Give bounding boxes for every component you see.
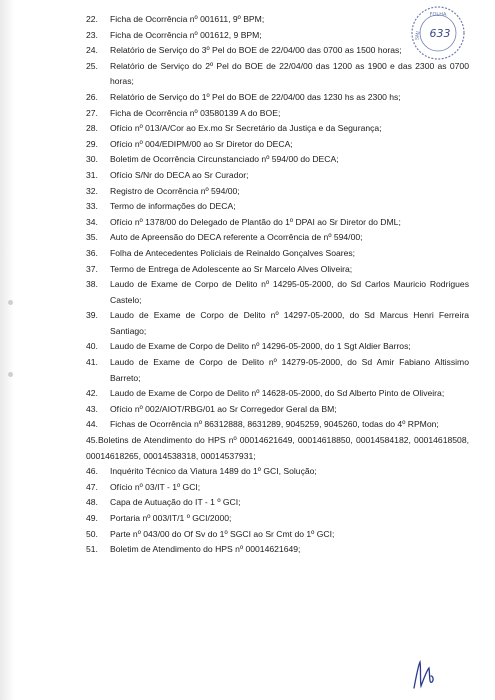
item-number: 47.: [86, 481, 98, 492]
list-item: [86, 199, 469, 215]
list-item: [86, 386, 469, 402]
list-item: [86, 230, 469, 246]
list-item: [86, 262, 469, 278]
item-number: 24.: [86, 45, 98, 56]
item-text: Ficha de Ocorrência nº 001611, 9º BPM;: [110, 14, 265, 24]
item-number: 30.: [86, 154, 98, 165]
item-text: Relatório de Serviço do 3º Pel do BOE de 22/04/00 das 0700 as 1500 horas;: [110, 45, 402, 56]
list-item: [86, 28, 469, 44]
item-number: 46.: [86, 466, 98, 477]
item-number: 42.: [86, 388, 98, 399]
item-text: Ofício nº 004/EDIPM/00 ao Sr Diretor do DECA;: [110, 138, 293, 149]
list-item: [86, 527, 469, 543]
item-text: Relatório de Serviço do 1º Pel do BOE de 22/04/00 das 1230 hs as 2300 hs;: [110, 91, 401, 102]
list-item: [86, 59, 469, 90]
list-item: [86, 184, 469, 200]
item-number: 22.: [86, 14, 98, 24]
item-text: Termo de Entrega de Adolescente ao Sr Marcelo Alves Oliveira;: [110, 263, 353, 274]
item-text: Folha de Antecedentes Policiais de Reinaldo Gonçalves Soares;: [110, 247, 356, 258]
item-number: 44.: [86, 419, 98, 430]
item-number: 50.: [86, 528, 98, 539]
item-text: Inquérito Técnico da Viatura 1489 do 1º GCI, Solução;: [110, 466, 317, 477]
item-number: 25.: [86, 60, 98, 71]
item-text: Fichas de Ocorrência nº 86312888, 8631289, 9045259, 9045260, todas do 4º RPMon;: [110, 419, 439, 430]
list-item: [86, 137, 469, 153]
list-item: [86, 402, 469, 418]
item-text: Ficha de Ocorrência nº 03580139 A do BOE;: [110, 107, 281, 118]
item-text: Laudo de Exame de Corpo de Delito nº 14279-05-2000, do Sd Amir Fabiano Altissimo Barreto;: [110, 357, 469, 383]
item-number: 40.: [86, 341, 98, 352]
item-text: Laudo de Exame de Corpo de Delito nº 14295-05-2000, do Sd Carlos Mauricio Rodrigues Castelo;: [110, 279, 469, 305]
item-number: 37.: [86, 263, 98, 274]
item-number: 36.: [86, 247, 98, 258]
punch-hole: [8, 300, 13, 305]
item-text: Registro de Ocorrência nº 594/00;: [110, 185, 240, 196]
item-text: Portaria nº 003/IT/1 º GCI/2000;: [110, 513, 232, 523]
handwritten-rubric: [411, 658, 437, 692]
list-item: [86, 277, 469, 308]
item-text: Termo de informações do DECA;: [110, 201, 236, 212]
stamp-top-text: FOLHA: [429, 12, 447, 18]
list-item: [86, 542, 469, 558]
item-text: Laudo de Exame de Corpo de Delito nº 14297-05-2000, do Sd Marcus Henri Ferreira Santiago;: [110, 310, 469, 336]
item-number: 32.: [86, 185, 98, 196]
list-item: [86, 106, 469, 122]
item-number: 26.: [86, 91, 98, 102]
item-number: 43.: [86, 403, 98, 414]
item-text: Capa de Autuação do IT - 1 º GCI;: [110, 497, 241, 508]
item-number: 38.: [86, 279, 98, 290]
item-text: Boletins de Atendimento do HPS nº 00014621649, 00014618850, 00014584182, 00014618508, 00014618265, 00014538318, 00014537931;: [86, 435, 469, 461]
item-number: 41.: [86, 357, 98, 368]
item-text: Laudo de Exame de Corpo de Delito nº 14296-05-2000, do 1 Sgt Aldier Barros;: [110, 341, 411, 352]
item-text: Parte nº 043/00 do Of Sv do 1º SGCI ao Sr Cmt do 1º GCI;: [110, 528, 335, 539]
list-item: [86, 43, 469, 59]
item-number: 31.: [86, 169, 98, 180]
document-list: [86, 12, 469, 558]
item-number: 49.: [86, 513, 98, 523]
list-item: [86, 433, 469, 464]
item-number: 35.: [86, 232, 98, 243]
list-item: [86, 339, 469, 355]
list-item: [86, 168, 469, 184]
item-number: 34.: [86, 216, 98, 227]
item-number: 45.: [86, 435, 98, 446]
item-text: Relatório de Serviço do 2º Pel do BOE de 22/04/00 das 1200 as 1900 e das 2300 as 0700 horas;: [110, 60, 469, 87]
list-item: [86, 152, 469, 168]
item-text: Ofício S/Nr do DECA ao Sr Curador;: [110, 169, 249, 180]
stamp-number: 633: [429, 27, 451, 40]
item-text: Ofício nº 002/AIOT/RBG/01 ao Sr Corregedor Geral da BM;: [110, 403, 337, 414]
list-item: [86, 121, 469, 137]
item-number: 29.: [86, 138, 98, 149]
list-item: [86, 511, 469, 527]
item-text: Ofício nº 1378/00 do Delegado de Plantão do 1º DPAI ao Sr Diretor do DML;: [110, 216, 401, 227]
list-item: [86, 464, 469, 480]
page-edge-shadow: [0, 0, 14, 700]
item-number: 48.: [86, 497, 98, 508]
list-item: [86, 90, 469, 106]
list-item: [86, 417, 469, 433]
stamp-side-text: SMJ: [414, 30, 422, 41]
item-text: Ofício nº 013/A/Cor ao Ex.mo Sr Secretário da Justiça e da Segurança;: [110, 123, 382, 134]
list-item: [86, 12, 469, 28]
list-item: [86, 480, 469, 496]
item-number: 27.: [86, 107, 98, 118]
item-text: Boletim de Ocorrência Circunstanciado nº 594/00 do DECA;: [110, 154, 339, 165]
list-item: [86, 495, 469, 511]
item-number: 33.: [86, 201, 98, 212]
item-text: Laudo de Exame de Corpo de Delito nº 14628-05-2000, do Sd Alberto Pinto de Oliveira;: [110, 388, 445, 399]
punch-hole: [8, 372, 13, 377]
list-item: [86, 308, 469, 339]
list-item: [86, 246, 469, 262]
item-text: Ofício nº 03/IT - 1º GCI;: [110, 481, 201, 492]
item-number: 23.: [86, 29, 98, 40]
item-number: 51.: [86, 544, 98, 555]
item-text: Auto de Apreensão do DECA referente a Ocorrência de nº 594/00;: [110, 232, 363, 243]
item-text: Boletim de Atendimento do HPS nº 00014621649;: [110, 544, 301, 555]
list-item: [86, 215, 469, 231]
item-number: 28.: [86, 123, 98, 134]
list-item: [86, 355, 469, 386]
item-text: Ficha de Ocorrência nº 001612, 9 BPM;: [110, 29, 262, 40]
item-number: 39.: [86, 310, 98, 321]
